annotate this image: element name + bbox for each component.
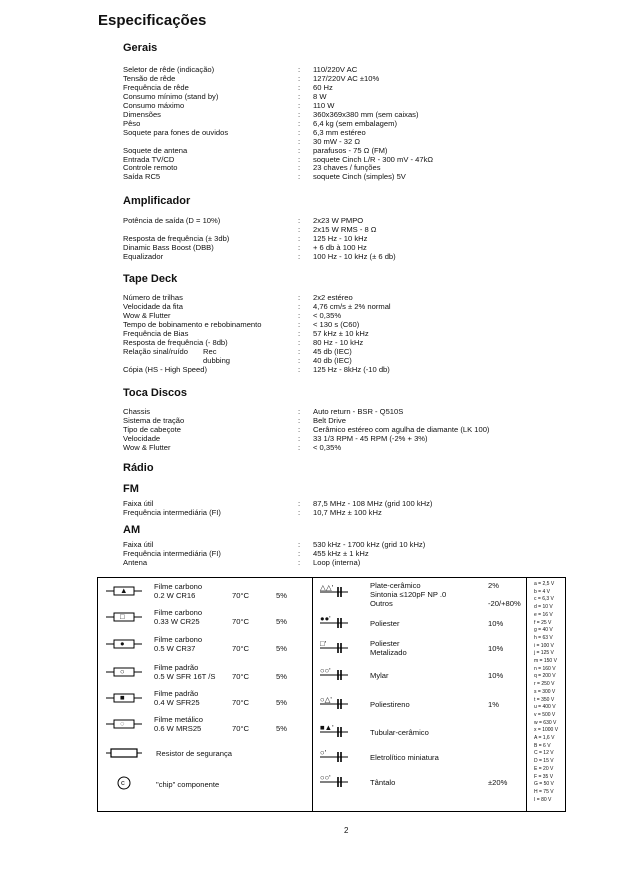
resistor-spec: 0.5 W SFR 16T /S [154,672,216,681]
voltage-code: r = 250 V [534,681,555,688]
capacitor-polarity-icon: ■▲' [320,723,334,732]
spec-label: Dimensões [123,109,161,119]
colon: : [298,251,301,261]
spec-value: soquete Cinch (simples) 5V [313,172,406,182]
capacitor-type: Poliester [370,619,400,628]
resistor-marker-icon: ● [120,639,125,648]
voltage-code: i = 100 V [534,642,554,649]
colon: : [298,233,301,243]
resistor-spec: 0.4 W SFR25 [154,698,200,707]
voltage-code: s = 300 V [534,688,556,695]
colon: : [298,364,301,374]
spec-label: Soquete de antena [123,145,188,155]
voltage-code: a = 2,5 V [534,581,555,587]
spec-value: 10,7 MHz ± 100 kHz [313,507,382,517]
colon: : [298,548,301,558]
spec-value: 23 chaves / funções [313,163,381,173]
resistor-type: Filme padrão [154,689,199,698]
chip-letter: c [121,778,125,787]
spec-value: < 130 s (C60) [313,319,360,329]
colon: : [298,242,301,252]
spec-label: Cópia (HS - High Speed) [123,364,207,374]
voltage-code: q = 200 V [534,673,556,680]
section-am: AM [123,524,141,536]
voltage-code: n = 160 V [534,665,556,672]
spec-value: 30 mW - 32 Ω [313,136,361,146]
voltage-code: h = 63 V [534,634,553,641]
spec-label: Tipo de cabeçote [123,424,181,434]
spec-label: Chassis [123,407,151,416]
colon: : [298,100,301,110]
colon: : [298,224,301,234]
voltage-code: I = 80 V [534,796,552,803]
resistor-spec: 0.2 W CR16 [154,591,196,600]
capacitor-type: Mylar [370,671,389,680]
resistor-marker-icon: ■ [120,693,125,702]
capacitor-tolerance: 2% [488,581,499,590]
spec-label: Resposta de frequência (± 3db) [123,233,230,243]
colon: : [298,82,301,92]
spec-label: Consumo máximo [123,100,185,110]
spec-value: 33 1/3 RPM - 45 RPM (-2% + 3%) [313,433,428,443]
spec-label: Pêso [123,118,141,128]
capacitor-type: Metalizado [370,648,407,657]
spec-label: Antena [123,557,148,567]
resistor-type: Filme metálico [154,715,203,724]
resistor-temperature: 70°C [232,617,249,626]
colon: : [298,507,301,517]
spec-sublabel: Rec [203,346,217,356]
page-number: 2 [344,826,349,835]
capacitor-polarity-icon: □' [320,639,327,648]
capacitor-polarity-icon: △△' [320,583,334,592]
spec-value: 87,5 MHz - 108 MHz (grid 100 kHz) [313,499,433,508]
spec-label: Frequência de Bias [123,328,189,338]
voltage-code: g = 40 V [534,627,553,634]
voltage-code: B = 6 V [534,742,551,749]
spec-label: Equalizador [123,251,164,261]
spec-value: 60 Hz [313,82,333,92]
spec-value: Cerâmico estéreo com agulha de diamante (LK 100) [313,424,490,434]
colon: : [298,293,301,302]
voltage-code: E = 20 V [534,765,554,772]
voltage-code: c = 6,3 V [534,596,554,603]
spec-value: 360x369x380 mm (sem caixas) [313,109,419,119]
resistor-temperature: 70°C [232,724,249,733]
spec-label: Relação sinal/ruído [123,346,189,356]
spec-value: Loop (interna) [313,557,361,567]
capacitor-type: Tântalo [370,778,396,787]
colon: : [298,136,301,146]
voltage-code: w = 630 V [534,719,557,726]
capacitor-type: Poliester [370,639,400,648]
spec-label: Frequência intermediária (FI) [123,507,221,517]
colon: : [298,319,301,329]
section-tape-deck: Tape Deck [123,273,178,285]
colon: : [298,442,301,452]
resistor-marker-icon: □ [120,612,125,621]
voltage-code: m = 150 V [534,658,557,664]
colon: : [298,407,301,416]
resistor-temperature: 70°C [232,644,249,653]
spec-sublabel: dubbing [203,355,231,365]
section-radio: Rádio [123,462,154,474]
spec-label: Velocidade [123,433,161,443]
voltage-code: x = 1000 V [534,727,559,734]
colon: : [298,73,301,83]
capacitor-type: Plate-cerâmico [370,581,421,590]
capacitor-type: Eletrolítico miniatura [370,753,439,762]
capacitor-type: Sintonia ≤120pF NP .0 [370,590,447,599]
voltage-code: D = 15 V [534,758,554,765]
colon: : [298,127,301,137]
voltage-code: u = 400 V [534,704,556,711]
spec-value: 6,4 kg (sem embalagem) [313,118,397,128]
colon: : [298,118,301,128]
spec-value: < 0,35% [313,310,342,320]
spec-value: 110/220V AC [313,65,358,74]
voltage-code: A = 1,6 V [534,735,555,741]
capacitor-polarity-icon: ●●' [320,614,331,623]
safety-resistor-icon [111,749,137,757]
colon: : [298,109,301,119]
component-legend-table [97,577,566,812]
capacitor-tolerance: ±20% [488,778,508,787]
spec-value: 57 kHz ± 10 kHz [313,328,369,338]
colon: : [298,145,301,155]
spec-label: Soquete para fones de ouvidos [123,127,229,137]
spec-label: Frequência de rêde [123,82,189,92]
spec-label: Resposta de frequência (- 8db) [123,337,228,347]
capacitor-type: Poliestireno [370,700,410,709]
capacitor-type: Tubular-cerâmico [370,728,429,737]
colon: : [298,310,301,320]
voltage-code: f = 25 V [534,619,552,626]
spec-value: 530 kHz - 1700 kHz (grid 10 kHz) [313,540,426,549]
spec-label: Wow & Flutter [123,442,171,452]
spec-value: 127/220V AC ±10% [313,73,380,83]
voltage-code: j = 125 V [534,650,554,657]
colon: : [298,499,301,508]
colon: : [298,557,301,567]
spec-label: Tensão de rêde [123,73,176,83]
colon: : [298,540,301,549]
voltage-code: H = 75 V [534,788,554,795]
spec-label: Número de trilhas [123,293,183,302]
spec-label: Potência de saída (D = 10%) [123,216,221,225]
spec-value: 80 Hz - 10 kHz [313,337,364,347]
spec-value: 455 kHz ± 1 kHz [313,548,369,558]
resistor-type: Filme carbono [154,635,203,644]
resistor-marker-icon: ▲ [120,586,128,595]
voltage-code: C = 12 V [534,750,554,757]
spec-label: Entrada TV/CD [123,154,175,164]
spec-label: Tempo de bobinamento e rebobinamento [123,319,262,329]
resistor-type: Filme carbono [154,608,203,617]
spec-value: Auto return - BSR - Q510S [313,407,404,416]
resistor-tolerance: 5% [276,724,287,733]
voltage-code: F = 35 V [534,773,554,780]
resistor-type: Filme carbono [154,582,203,591]
resistor-temperature: 70°C [232,698,249,707]
spec-value: 125 Hz - 8kHz (-10 db) [313,364,390,374]
spec-value: 2x2 estéreo [313,293,353,302]
spec-value: 2x15 W RMS - 8 Ω [313,224,377,234]
resistor-tolerance: 5% [276,617,287,626]
capacitor-tolerance: 10% [488,671,504,680]
page-title: Especificações [98,12,207,29]
resistor-tolerance: 5% [276,698,287,707]
colon: : [298,172,301,182]
colon: : [298,415,301,425]
spec-label: Frequência intermediária (FI) [123,548,221,558]
capacitor-tolerance: 10% [488,619,504,628]
voltage-code: b = 4 V [534,588,550,595]
colon: : [298,328,301,338]
resistor-type: Filme padrão [154,663,199,672]
capacitor-polarity-icon: ○' [320,748,327,757]
resistor-spec: 0.5 W CR37 [154,644,196,653]
spec-label: Dinamic Bass Boost (DBB) [123,242,214,252]
chip-label: "chip" componente [156,780,220,789]
resistor-type: Resistor de segurança [156,749,232,758]
section-fm: FM [123,483,139,495]
spec-label: Faixa útil [123,499,154,508]
spec-value: 100 Hz - 10 kHz (± 6 db) [313,251,396,261]
capacitor-polarity-icon: ○○' [320,666,331,675]
resistor-tolerance: 5% [276,644,287,653]
section-gerais: Gerais [123,42,158,54]
spec-label: Seletor de rêde (indicação) [123,65,215,74]
colon: : [298,433,301,443]
spec-label: Wow & Flutter [123,310,171,320]
spec-value: parafusos - 75 Ω (FM) [313,145,388,155]
spec-value: 45 db (IEC) [313,346,352,356]
spec-value: 4,76 cm/s ± 2% normal [313,301,391,311]
spec-label: Consumo mínimo (stand by) [123,91,219,101]
resistor-marker-icon: ○ [120,667,125,676]
voltage-code: t = 350 V [534,696,555,703]
spec-label: Controle remoto [123,163,178,173]
colon: : [298,154,301,164]
resistor-spec: 0.33 W CR25 [154,617,200,626]
colon: : [298,65,301,74]
capacitor-tolerance: -20/+80% [488,599,521,608]
colon: : [298,91,301,101]
resistor-spec: 0.6 W MRS25 [154,724,202,733]
spec-label: Saída RC5 [123,172,161,182]
voltage-code: v = 500 V [534,711,556,718]
colon: : [298,337,301,347]
resistor-temperature: 70°C [232,591,249,600]
capacitor-polarity-icon: ○△' [320,695,332,704]
spec-value: 6,3 mm estéreo [313,127,366,137]
spec-label: Sistema de tração [123,415,185,425]
colon: : [298,424,301,434]
colon: : [298,301,301,311]
resistor-tolerance: 5% [276,672,287,681]
colon: : [298,163,301,173]
spec-value: 125 Hz - 10 kHz [313,233,368,243]
spec-value: < 0,35% [313,442,342,452]
resistor-temperature: 70°C [232,672,249,681]
spec-value: soquete Cinch L/R - 300 mV - 47kΩ [313,154,434,164]
spec-value: 110 W [313,100,335,110]
colon: : [298,346,301,356]
spec-value: 2x23 W PMPO [313,216,364,225]
spec-label: Faixa útil [123,540,154,549]
voltage-code: G = 50 V [534,781,554,788]
resistor-marker-icon: ◌ [120,719,125,728]
spec-value: 8 W [313,91,327,101]
spec-value: Belt Drive [313,415,346,425]
colon: : [298,355,301,365]
spec-label: Velocidade da fita [123,301,183,311]
colon: : [298,216,301,225]
capacitor-type: Outros [370,599,393,608]
voltage-code: e = 16 V [534,611,553,618]
spec-value: + 6 db à 100 Hz [313,242,367,252]
spec-value: 40 db (IEC) [313,355,352,365]
voltage-code: d = 10 V [534,604,553,611]
resistor-tolerance: 5% [276,591,287,600]
section-toca-discos: Toca Discos [123,387,187,399]
capacitor-polarity-icon: ○○' [320,773,331,782]
capacitor-tolerance: 10% [488,644,504,653]
capacitor-tolerance: 1% [488,700,499,709]
section-amplificador: Amplificador [123,195,191,207]
